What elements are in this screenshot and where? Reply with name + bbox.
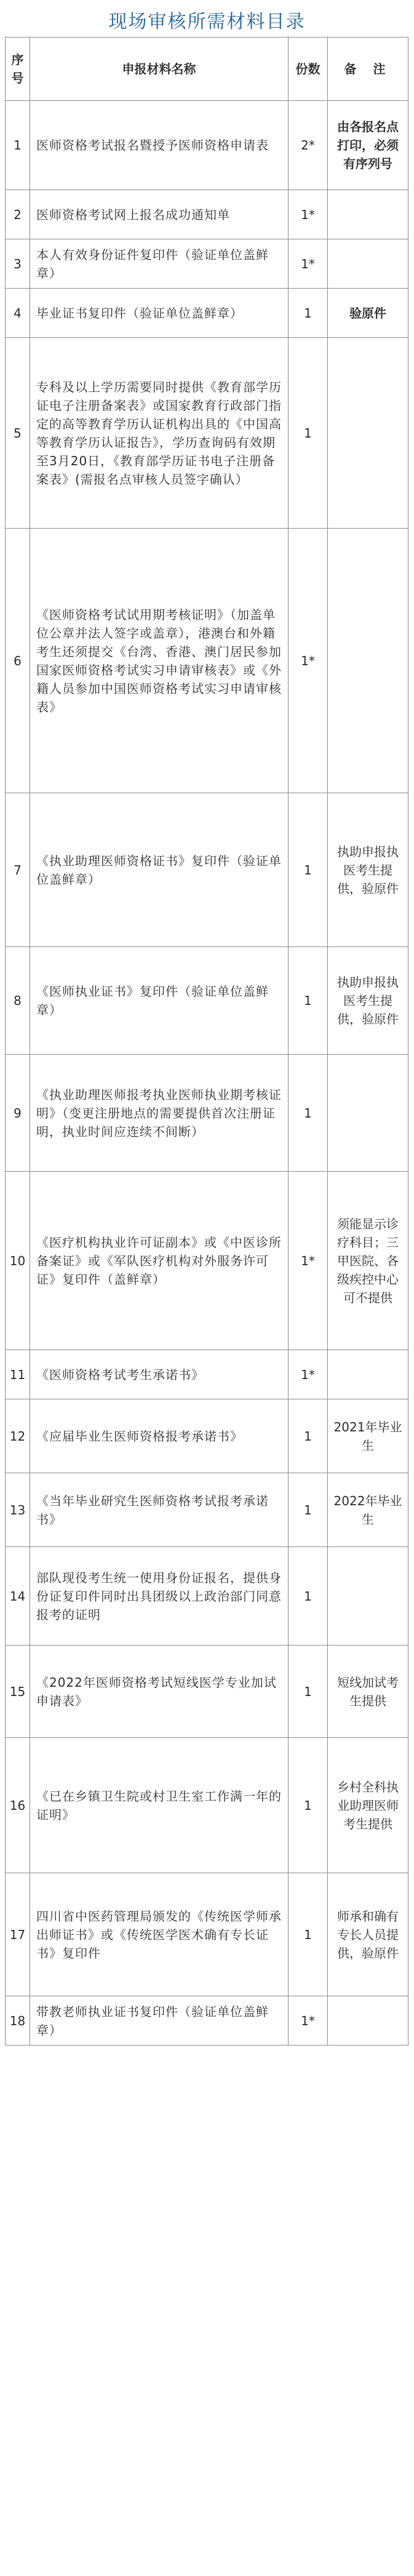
copies-count: 1 <box>289 1738 328 1873</box>
remark: 执助申报执医考生提供，验原件 <box>328 793 408 947</box>
copies-count: 1* <box>289 1350 328 1399</box>
table-row <box>6 1996 408 2046</box>
material-name: 《医师执业证书》复印件（验证单位盖鲜章） <box>30 947 289 1055</box>
header-copies: 份数 <box>289 38 328 101</box>
material-name: 《医师资格考试考生承诺书》 <box>30 1350 289 1399</box>
material-name: 毕业证书复印件（验证单位盖鲜章） <box>30 289 289 338</box>
copies-count: 1 <box>289 1473 328 1547</box>
remark: 须能显示诊疗科目；三甲医院、各级疾控中心可不提供 <box>328 1172 408 1350</box>
table-row <box>6 1646 408 1738</box>
material-name: 专科及以上学历需要同时提供《教育部学历证电子注册备案表》或国家教育行政部门指定的高等教育学历认证机构出具的《中国高等教育学历认证报告》，学历查询码有效期至3月20日，《教育部学历证书电子注册备案表》(需报名点审核人员签字确认） <box>30 338 289 529</box>
remark: 2021年毕业生 <box>328 1399 408 1473</box>
material-name: 四川省中医药管理局颁发的《传统医学师承出师证书》或《传统医学医术确有专长证书》复印件 <box>30 1873 289 1996</box>
row-number: 13 <box>6 1473 30 1547</box>
table-row <box>6 1873 408 1996</box>
remark: 执助申报执医考生提供，验原件 <box>328 947 408 1055</box>
remark <box>328 1055 408 1172</box>
row-number: 17 <box>6 1873 30 1996</box>
remark <box>328 190 408 239</box>
copies-count: 1 <box>289 1646 328 1738</box>
material-name: 《已在乡镇卫生院或村卫生室工作满一年的证明》 <box>30 1738 289 1873</box>
table-row <box>6 190 408 239</box>
row-number: 12 <box>6 1399 30 1473</box>
table-row <box>6 1547 408 1646</box>
page-title: 现场审核所需材料目录 <box>108 11 306 33</box>
remark <box>328 1996 408 2046</box>
table-row <box>6 1399 408 1473</box>
copies-count: 1 <box>289 1873 328 1996</box>
row-number: 1 <box>6 101 30 190</box>
row-number: 6 <box>6 529 30 793</box>
copies-count: 1 <box>289 338 328 529</box>
table-row <box>6 338 408 529</box>
table-row <box>6 1350 408 1399</box>
header-index: 序号 <box>6 38 30 101</box>
table-row <box>6 529 408 793</box>
material-name: 《医师资格考试试用期考核证明》（加盖单位公章并法人签字或盖章），港澳台和外籍考生还须提交《台湾、香港、澳门居民参加国家医师资格考试实习申请审核表》或《外籍人员参加中国医师资格考试实习申请审核表》 <box>30 529 289 793</box>
table-row <box>6 239 408 289</box>
row-number: 11 <box>6 1350 30 1399</box>
copies-count: 1 <box>289 289 328 338</box>
copies-count: 1 <box>289 1055 328 1172</box>
materials-table <box>5 37 408 2046</box>
remark <box>328 1547 408 1646</box>
copies-count: 1 <box>289 947 328 1055</box>
header-name: 申报材料名称 <box>30 38 289 101</box>
row-number: 10 <box>6 1172 30 1350</box>
material-name: 《当年毕业研究生医师资格考试报考承诺书》 <box>30 1473 289 1547</box>
material-name: 医师资格考试报名暨授予医师资格申请表 <box>30 101 289 190</box>
row-number: 16 <box>6 1738 30 1873</box>
remark: 师承和确有专长人员提供，验原件 <box>328 1873 408 1996</box>
material-name: 《执业助理医师资格证书》复印件（验证单位盖鲜章） <box>30 793 289 947</box>
copies-count: 1* <box>289 1996 328 2046</box>
row-number: 14 <box>6 1547 30 1646</box>
table-row <box>6 1473 408 1547</box>
table-row <box>6 1055 408 1172</box>
remark <box>328 529 408 793</box>
remark: 2022年毕业生 <box>328 1473 408 1547</box>
material-name: 《医疗机构执业许可证副本》或《中医诊所备案证》或《军队医疗机构对外服务许可证》复印件（盖鲜章） <box>30 1172 289 1350</box>
row-number: 18 <box>6 1996 30 2046</box>
row-number: 3 <box>6 239 30 289</box>
remark <box>328 338 408 529</box>
copies-count: 1* <box>289 239 328 289</box>
row-number: 2 <box>6 190 30 239</box>
copies-count: 1 <box>289 793 328 947</box>
table-row <box>6 947 408 1055</box>
row-number: 9 <box>6 1055 30 1172</box>
copies-count: 1* <box>289 190 328 239</box>
copies-count: 1 <box>289 1399 328 1473</box>
copies-count: 1* <box>289 1172 328 1350</box>
row-number: 8 <box>6 947 30 1055</box>
remark: 由各报名点打印，必须有序列号 <box>328 101 408 190</box>
material-name: 本人有效身份证件复印件（验证单位盖鲜章） <box>30 239 289 289</box>
table-row <box>6 1172 408 1350</box>
remark <box>328 239 408 289</box>
remark: 短线加试考生提供 <box>328 1646 408 1738</box>
copies-count: 1* <box>289 529 328 793</box>
material-name: 带教老师执业证书复印件（验证单位盖鲜章） <box>30 1996 289 2046</box>
header-note: 备 注 <box>328 38 408 101</box>
table-row <box>6 289 408 338</box>
remark <box>328 1350 408 1399</box>
material-name: 医师资格考试网上报名成功通知单 <box>30 190 289 239</box>
material-name: 《执业助理医师报考执业医师执业期考核证明》（变更注册地点的需要提供首次注册证明，执业时间应连续不间断） <box>30 1055 289 1172</box>
table-body <box>6 101 408 2046</box>
copies-count: 1 <box>289 1547 328 1646</box>
remark: 乡村全科执业助理医师考生提供 <box>328 1738 408 1873</box>
table-header-row <box>6 38 408 101</box>
table-row <box>6 793 408 947</box>
row-number: 5 <box>6 338 30 529</box>
material-name: 《2022年医师资格考试短线医学专业加试申请表》 <box>30 1646 289 1738</box>
table-row <box>6 1738 408 1873</box>
row-number: 15 <box>6 1646 30 1738</box>
row-number: 7 <box>6 793 30 947</box>
remark: 验原件 <box>328 289 408 338</box>
material-name: 《应届毕业生医师资格报考承诺书》 <box>30 1399 289 1473</box>
row-number: 4 <box>6 289 30 338</box>
table-row <box>6 101 408 190</box>
material-name: 部队现役考生统一使用身份证报名，提供身份证复印件同时出具团级以上政治部门同意报考的证明 <box>30 1547 289 1646</box>
copies-count: 2* <box>289 101 328 190</box>
